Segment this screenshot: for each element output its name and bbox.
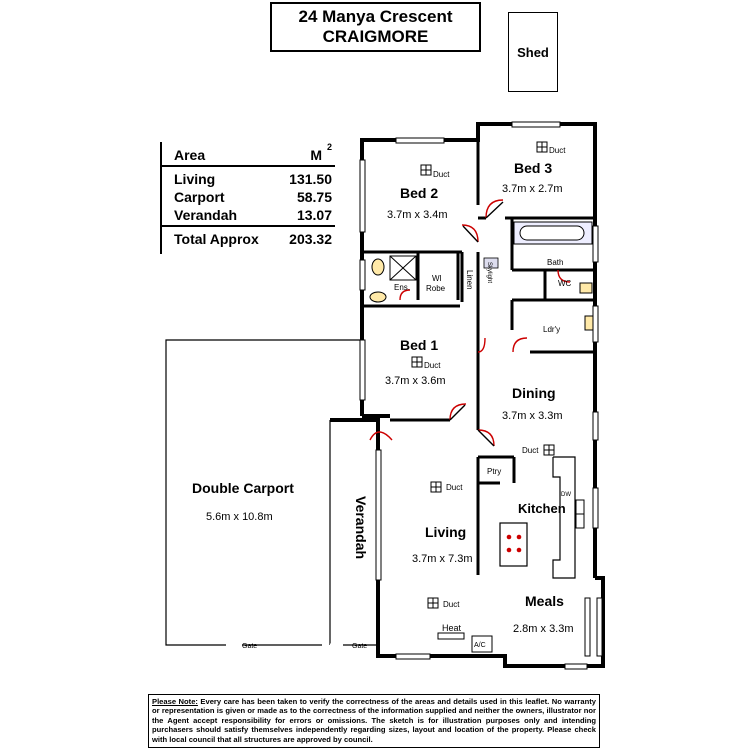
wi-robe-label-1: WI: [432, 274, 442, 283]
area-row-label: Living: [174, 171, 216, 187]
duct-icon: [421, 165, 431, 175]
ac-label: A/C: [474, 642, 486, 649]
duct-label: Duct: [424, 361, 441, 370]
bathtub: [514, 222, 592, 244]
bath-label: Bath: [547, 258, 564, 267]
disclaimer-text: Every care has been taken to verify the correctness of the areas and details used in this leaflet. No warranty or representation is given or made as to the correctness of the information supplied and neither the owners, illustrator nor the Agent accept responsibility for errors or omissions. The sketch is for illustration purposes only and intending purchasers should satisfy themselves independently regarding sizes, layout and location of the property. Please check with local council that all structures are approved by council.: [152, 697, 596, 744]
area-row-label: Verandah: [174, 207, 238, 223]
bed2-name: Bed 2: [400, 185, 439, 201]
area-row-value: 13.07: [296, 207, 332, 223]
area-row-value: 58.75: [296, 189, 332, 205]
bed3-name: Bed 3: [514, 160, 553, 176]
duct-label: Duct: [433, 170, 450, 179]
wc-label: WC: [558, 279, 572, 288]
duct-label: Duct: [446, 483, 463, 492]
area-total-value: 203.32: [289, 231, 332, 247]
dishwasher-label: DW: [561, 492, 571, 498]
wi-robe-label-2: Robe: [426, 284, 446, 293]
area-total-label: Total Approx: [174, 231, 259, 247]
area-row-label: Carport: [174, 189, 225, 205]
shower: [390, 256, 416, 280]
verandah-name: Verandah: [353, 496, 369, 560]
ensuite-label: Ens.: [394, 283, 411, 292]
pantry-label: Ptry: [487, 467, 502, 476]
disclaimer-lead: Please Note:: [152, 697, 198, 706]
duct-icon: [431, 482, 441, 492]
living-size: 3.7m x 7.3m: [412, 553, 473, 565]
dining-size: 3.7m x 3.3m: [502, 410, 563, 422]
duct-label: Duct: [443, 600, 460, 609]
disclaimer-box: [148, 694, 600, 748]
shed-label: Shed: [517, 45, 549, 60]
windows: [360, 122, 602, 669]
laundry-label: Ldr'y: [543, 325, 561, 334]
duct-icon: [412, 357, 422, 367]
bed1-size: 3.7m x 3.6m: [385, 375, 446, 387]
area-header-unit-sup: 2: [326, 142, 332, 152]
area-row-value: 131.50: [289, 171, 332, 187]
linen-label: Linen: [465, 270, 474, 290]
area-header-unit: M: [310, 147, 322, 163]
duct-icon: [537, 142, 547, 152]
area-header-label: Area: [174, 147, 206, 163]
duct-icon: [428, 598, 438, 608]
living-name: Living: [425, 524, 467, 540]
gate-label: Gate: [242, 643, 258, 650]
bed2-size: 3.7m x 3.4m: [387, 209, 448, 221]
kitchen-benches: [500, 457, 575, 578]
skylight-label: Skylight: [486, 262, 492, 284]
duct-label: Duct: [522, 446, 539, 455]
carport-name: Double Carport: [192, 480, 294, 496]
dining-name: Dining: [512, 385, 556, 401]
carport-size: 5.6m x 10.8m: [206, 511, 273, 523]
kitchen-name: Kitchen: [518, 501, 566, 516]
bed1-name: Bed 1: [400, 337, 439, 353]
suburb-line: CRAIGMORE: [322, 27, 429, 46]
external-walls: [330, 124, 603, 666]
heat-label: Heat: [442, 623, 462, 633]
gate-label: Gate: [352, 643, 368, 650]
sink-icon: [576, 500, 584, 528]
bed3-size: 3.7m x 2.7m: [502, 183, 563, 195]
address-line: 24 Manya Crescent: [298, 7, 453, 26]
duct-icon: [544, 445, 554, 455]
duct-label: Duct: [549, 146, 566, 155]
meals-name: Meals: [525, 593, 564, 609]
meals-size: 2.8m x 3.3m: [513, 623, 574, 635]
